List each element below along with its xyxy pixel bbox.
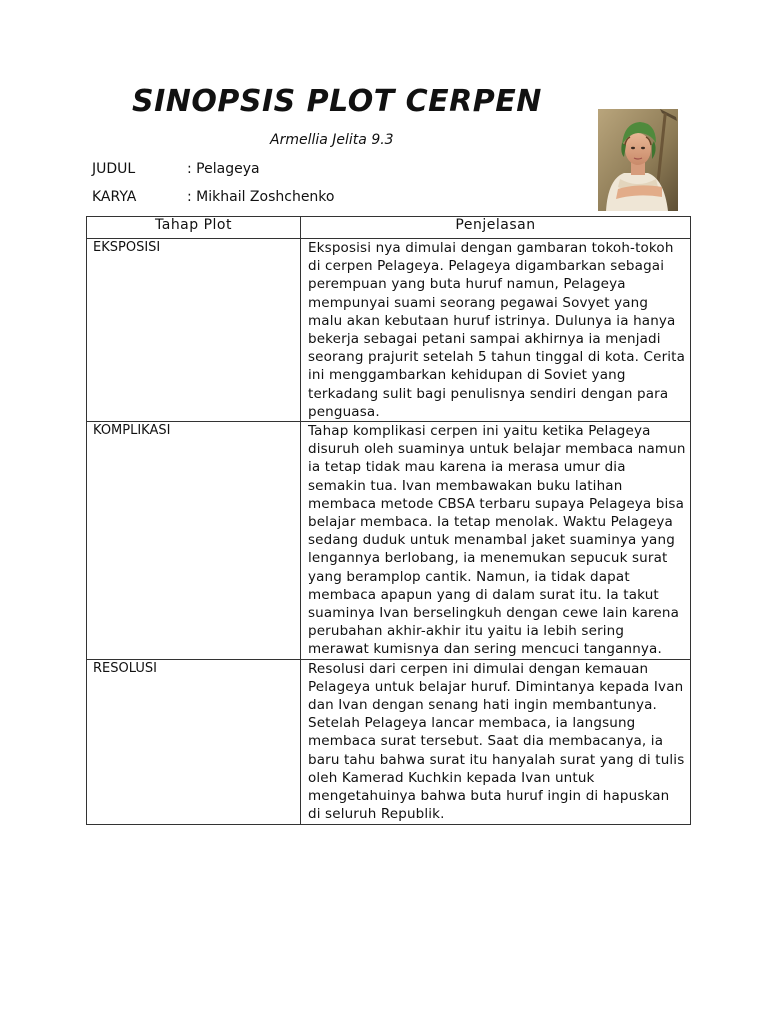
karya-value: : Mikhail Zoshchenko [187,189,335,205]
table-header-row [87,217,691,239]
document-title: SINOPSIS PLOT CERPEN [132,84,542,119]
stage-cell: KOMPLIKASI [87,422,301,660]
table-row [87,659,691,824]
header-penjelasan: Penjelasan [301,217,691,239]
judul-value: : Pelageya [187,161,260,177]
header-tahap-plot: Tahap Plot [87,217,301,239]
description-cell: Tahap komplikasi cerpen ini yaitu ketika Pelageya disuruh oleh suaminya untuk belajar membaca namun ia tetap tidak mau karena ia merasa umur dia semakin tua. Ivan membawakan buku latihan membaca metode CBSA terbaru supaya Pelageya bisa belajar membaca. Ia tetap menolak. Waktu Pelageya sedang duduk untuk menambal jaket suaminya yang lengannya berlobang, ia menemukan sepucuk surat yang beramplop cantik. Namun, ia tidak dapat membaca apapun yang di dalam surat itu. Ia takut suaminya Ivan berselingkuh dengan cewe lain karena perubahan akhir-akhir itu yaitu ia lebih sering merawat kumisnya dan sering mencuci tangannya. [301,422,691,660]
description-cell: Eksposisi nya dimulai dengan gambaran tokoh-tokoh di cerpen Pelageya. Pelageya digambarkan sebagai perempuan yang buta huruf namun, Pelageya mempunyai suami seorang pegawai Sovyet yang malu akan kebutaan huruf istrinya. Dulunya ia hanya bekerja sebagai petani sampai akhirnya ia menjadi seorang prajurit setelah 5 tahun tinggal di kota. Cerita ini menggambarkan kehidupan di Soviet yang terkadang sulit bagi penulisnya sendiri dengan para penguasa. [301,239,691,422]
judul-label: JUDUL [92,161,136,177]
judul-row [92,161,260,177]
author-line: Armellia Jelita 9.3 [270,132,394,148]
karya-row [92,189,334,205]
portrait-image [598,109,678,211]
plot-table [86,216,691,825]
table-row [87,422,691,660]
table-row [87,239,691,422]
description-cell: Resolusi dari cerpen ini dimulai dengan kemauan Pelageya untuk belajar huruf. Dimintanya kepada Ivan dan Ivan dengan senang hati ingin membantunya. Setelah Pelageya lancar membaca, ia langsung membaca surat tersebut. Saat dia membacanya, ia baru tahu bahwa surat itu hanyalah surat yang di tulis oleh Kamerad Kuchkin kepada Ivan untuk mengetahuinya bahwa buta huruf ingin di hapuskan di seluruh Republik. [301,659,691,824]
stage-cell: EKSPOSISI [87,239,301,422]
karya-label: KARYA [92,189,137,205]
stage-cell: RESOLUSI [87,659,301,824]
